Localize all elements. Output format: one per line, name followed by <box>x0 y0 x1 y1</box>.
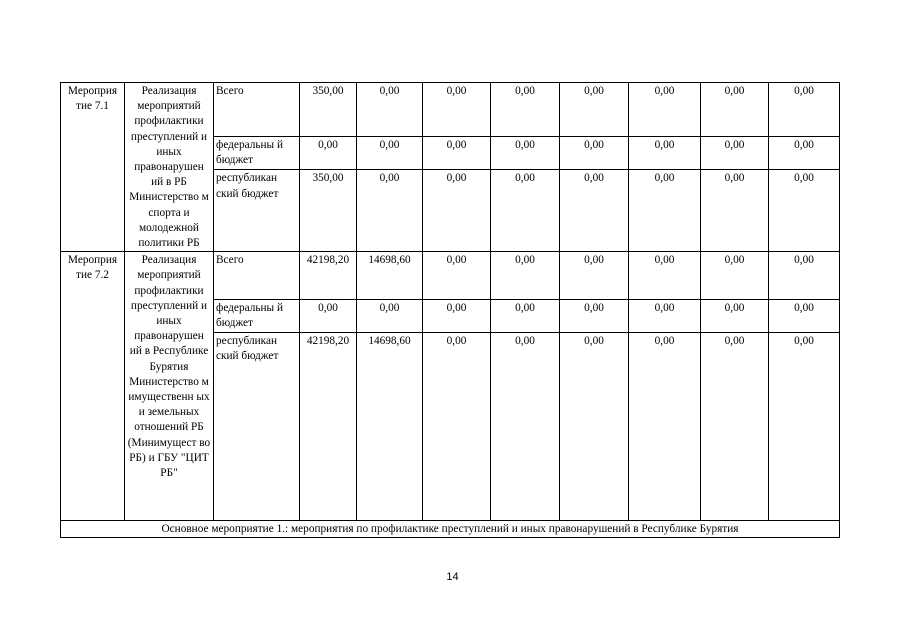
value-cell: 0,00 <box>423 137 491 170</box>
budget-table <box>60 82 840 538</box>
value-cell: 0,00 <box>357 170 423 252</box>
measure-cell: Мероприя тие 7.1 <box>61 83 125 252</box>
section-footer: Основное мероприятие 1.: мероприятия по профилактике преступлений и иных правонарушений в Республике Бурятия <box>61 520 840 537</box>
description-cell: Реализация мероприятий профилактики преступлений и иных правонарушен ий в РБ Министерство м спорта и молодежной политики РБ <box>125 83 214 252</box>
value-cell: 42198,20 <box>300 332 357 520</box>
value-cell: 0,00 <box>300 137 357 170</box>
source-cell: федеральны й бюджет <box>214 300 300 332</box>
description-cell: Реализация мероприятий профилактики преступлений и иных правонарушен ий в Республике Бурятия Министерство м имущественн ых и земельных отношений РБ (Минимущест во РБ) и ГБУ "ЦИТ РБ" <box>125 252 214 520</box>
value-cell: 0,00 <box>491 252 560 300</box>
value-cell: 0,00 <box>701 332 769 520</box>
value-cell: 0,00 <box>769 332 840 520</box>
value-cell: 0,00 <box>357 300 423 332</box>
value-cell: 0,00 <box>560 137 629 170</box>
value-cell: 0,00 <box>769 137 840 170</box>
value-cell: 0,00 <box>423 300 491 332</box>
table-row <box>61 520 840 537</box>
value-cell: 0,00 <box>300 300 357 332</box>
value-cell: 14698,60 <box>357 252 423 300</box>
value-cell: 0,00 <box>491 300 560 332</box>
page-number: 14 <box>446 571 459 583</box>
value-cell: 350,00 <box>300 83 357 137</box>
value-cell: 0,00 <box>701 137 769 170</box>
source-cell: Всего <box>214 252 300 300</box>
value-cell: 0,00 <box>491 332 560 520</box>
source-cell: Всего <box>214 83 300 137</box>
value-cell: 0,00 <box>701 300 769 332</box>
value-cell: 0,00 <box>701 83 769 137</box>
source-cell: республикан ский бюджет <box>214 170 300 252</box>
value-cell: 14698,60 <box>357 332 423 520</box>
value-cell: 0,00 <box>629 137 701 170</box>
value-cell: 0,00 <box>560 332 629 520</box>
value-cell: 0,00 <box>357 137 423 170</box>
value-cell: 350,00 <box>300 170 357 252</box>
value-cell: 0,00 <box>701 170 769 252</box>
value-cell: 0,00 <box>423 332 491 520</box>
value-cell: 0,00 <box>701 252 769 300</box>
value-cell: 0,00 <box>491 137 560 170</box>
value-cell: 0,00 <box>423 83 491 137</box>
value-cell: 0,00 <box>357 83 423 137</box>
value-cell: 0,00 <box>769 170 840 252</box>
value-cell: 0,00 <box>560 252 629 300</box>
value-cell: 0,00 <box>629 252 701 300</box>
source-cell: республикан ский бюджет <box>214 332 300 520</box>
value-cell: 0,00 <box>769 83 840 137</box>
source-cell: федеральны й бюджет <box>214 137 300 170</box>
measure-cell: Мероприя тие 7.2 <box>61 252 125 520</box>
value-cell: 0,00 <box>423 252 491 300</box>
value-cell: 0,00 <box>560 170 629 252</box>
value-cell: 0,00 <box>560 300 629 332</box>
value-cell: 0,00 <box>769 300 840 332</box>
value-cell: 0,00 <box>629 300 701 332</box>
table-row <box>61 252 840 300</box>
value-cell: 0,00 <box>629 170 701 252</box>
value-cell: 0,00 <box>491 170 560 252</box>
value-cell: 0,00 <box>491 83 560 137</box>
value-cell: 0,00 <box>560 83 629 137</box>
table-row <box>61 83 840 137</box>
value-cell: 0,00 <box>769 252 840 300</box>
value-cell: 42198,20 <box>300 252 357 300</box>
value-cell: 0,00 <box>629 83 701 137</box>
value-cell: 0,00 <box>423 170 491 252</box>
value-cell: 0,00 <box>629 332 701 520</box>
